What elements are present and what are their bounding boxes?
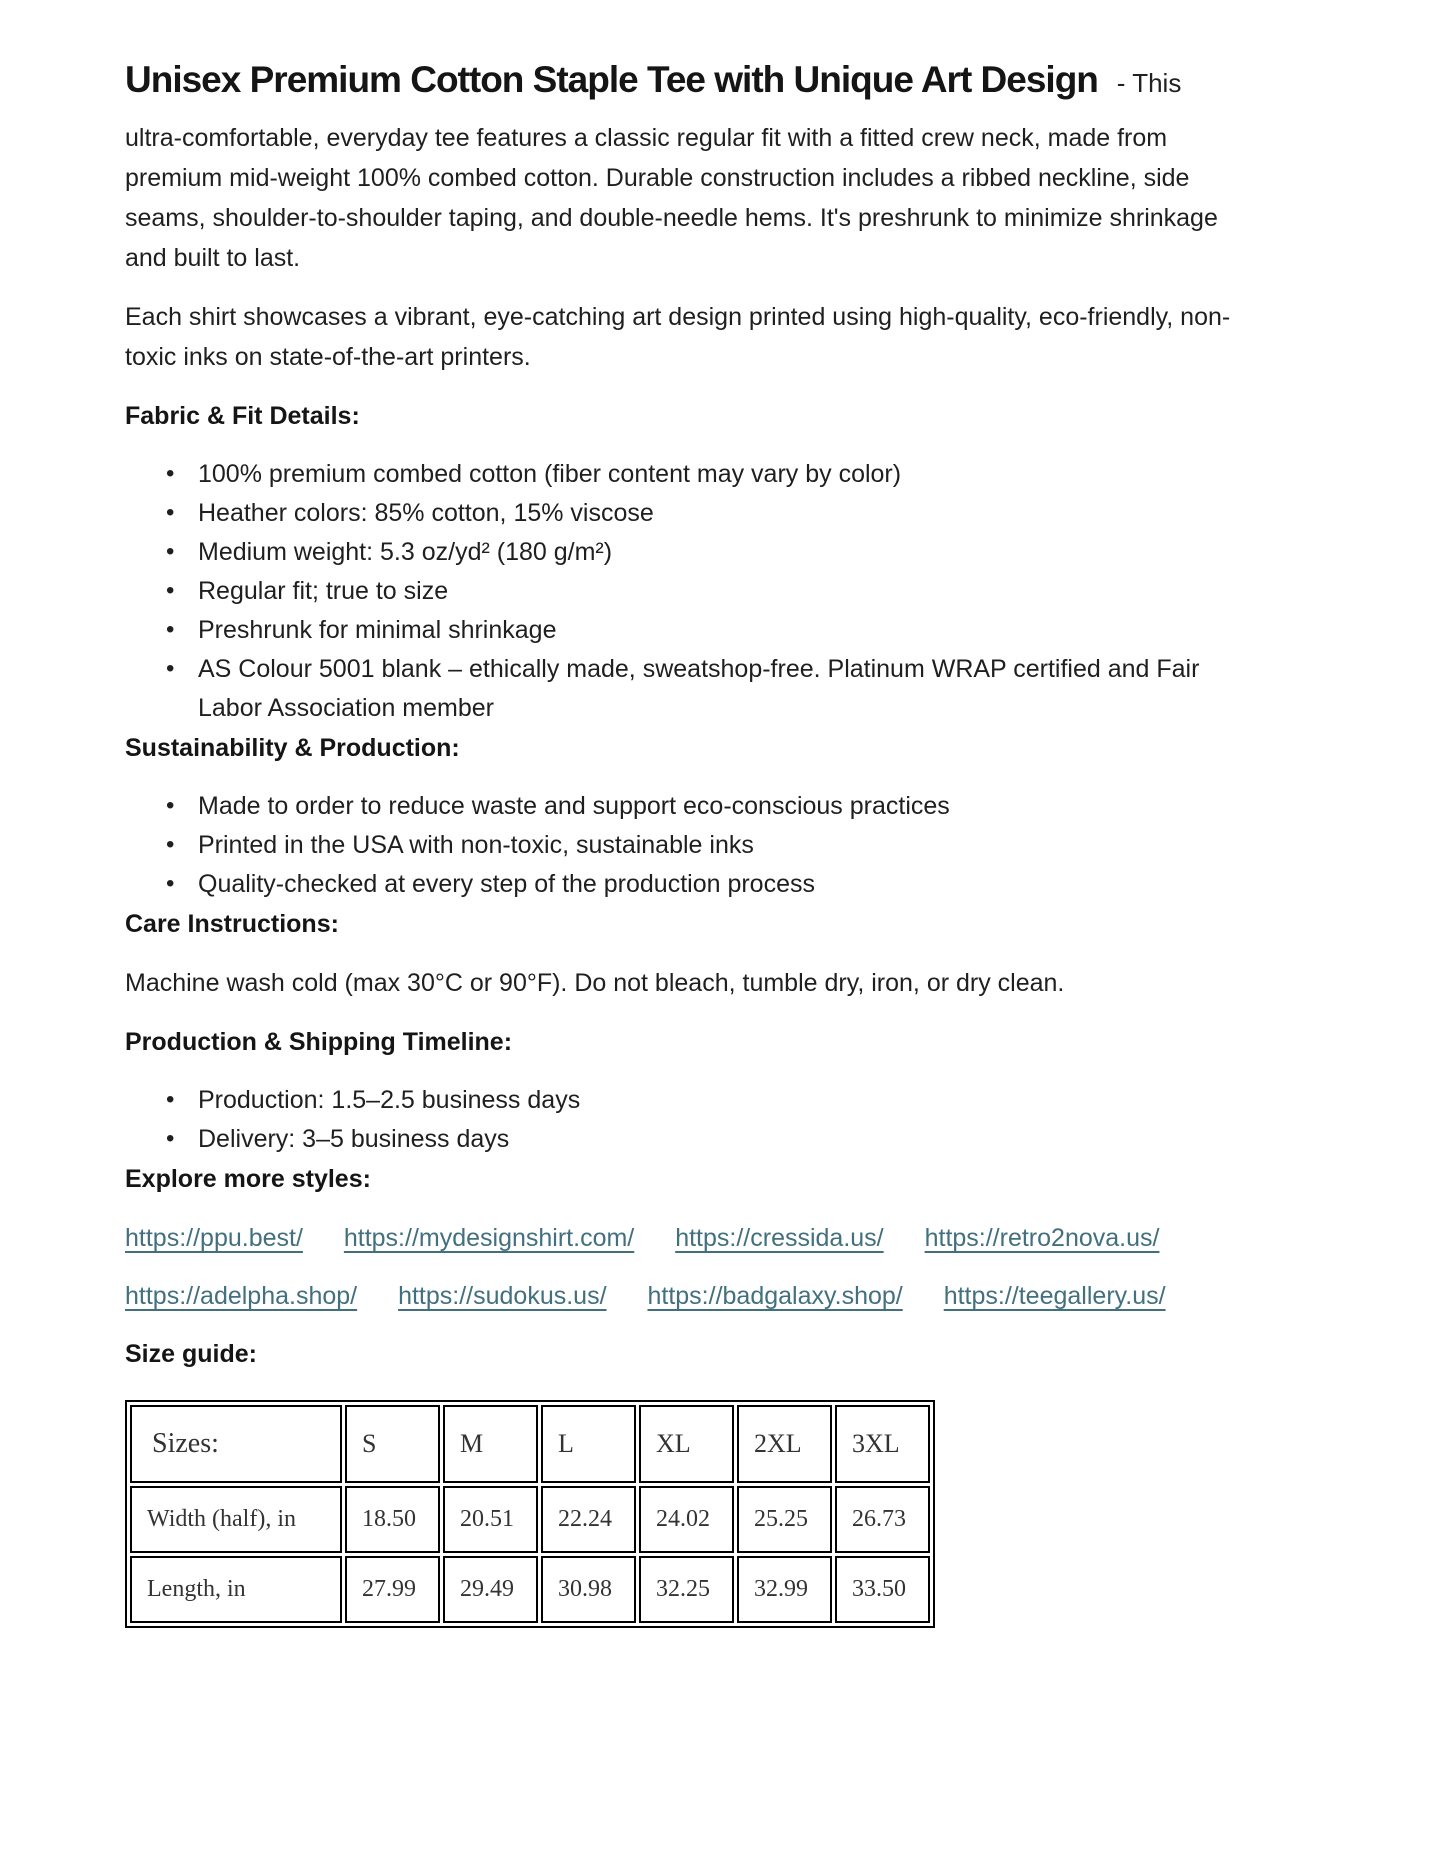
list-item: • Production: 1.5–2.5 business days bbox=[198, 1081, 1255, 1120]
list-item: • AS Colour 5001 blank – ethically made, sweatshop-free. Platinum WRAP certified and Fair Labor Association member bbox=[198, 650, 1255, 728]
size-table-header-row bbox=[130, 1405, 930, 1483]
table-cell: 32.99 bbox=[737, 1556, 832, 1623]
table-header-cell: 3XL bbox=[835, 1405, 930, 1483]
fabric-fit-list bbox=[125, 455, 1255, 728]
fabric-fit-heading: Fabric & Fit Details: bbox=[125, 402, 360, 431]
link-teegallery[interactable]: https://teegallery.us/ bbox=[943, 1282, 1166, 1311]
table-cell: 29.49 bbox=[443, 1556, 538, 1623]
list-item: • Medium weight: 5.3 oz/yd² (180 g/m²) bbox=[198, 533, 1255, 572]
list-item: • Quality-checked at every step of the production process bbox=[198, 865, 1255, 904]
list-item: • Printed in the USA with non-toxic, sustainable inks bbox=[198, 826, 1255, 865]
link-cressida[interactable]: https://cressida.us/ bbox=[675, 1224, 884, 1253]
links-row-2 bbox=[125, 1276, 1255, 1316]
list-item: • Heather colors: 85% cotton, 15% viscose bbox=[198, 494, 1255, 533]
table-row bbox=[130, 1556, 930, 1623]
list-item: • 100% premium combed cotton (fiber content may vary by color) bbox=[198, 455, 1255, 494]
table-header-cell: M bbox=[443, 1405, 538, 1483]
sustainability-heading: Sustainability & Production: bbox=[125, 734, 460, 763]
table-cell: 32.25 bbox=[639, 1556, 734, 1623]
link-mydesignshirt[interactable]: https://mydesignshirt.com/ bbox=[343, 1224, 635, 1253]
link-badgalaxy[interactable]: https://badgalaxy.shop/ bbox=[647, 1282, 903, 1311]
intro-paragraph: ultra-comfortable, everyday tee features a classic regular fit with a fitted crew neck, made from premium mid-weight 100% combed cotton. Durable construction includes a ribbed neckline, side seams, shoulder-to-shoulder taping, and double-needle hems. It's preshrunk to minimize shrinkage and built to last. bbox=[125, 124, 1218, 273]
print-design-paragraph: Each shirt showcases a vibrant, eye-catching art design printed using high-quality, eco-friendly, non-toxic inks on state-of-the-art printers. bbox=[125, 303, 1231, 372]
document-content bbox=[125, 58, 1255, 1628]
table-header-cell: XL bbox=[639, 1405, 734, 1483]
page-title bbox=[125, 58, 1255, 102]
sustainability-list bbox=[125, 787, 1255, 904]
size-guide-table bbox=[125, 1400, 935, 1628]
timeline-list bbox=[125, 1081, 1255, 1159]
list-item: • Delivery: 3–5 business days bbox=[198, 1120, 1255, 1159]
table-cell: 30.98 bbox=[541, 1556, 636, 1623]
table-row bbox=[130, 1486, 930, 1553]
table-header-cell: S bbox=[345, 1405, 440, 1483]
table-header-cell: 2XL bbox=[737, 1405, 832, 1483]
table-header-cell: L bbox=[541, 1405, 636, 1483]
table-cell: 20.51 bbox=[443, 1486, 538, 1553]
list-item: • Regular fit; true to size bbox=[198, 572, 1255, 611]
link-sudokus[interactable]: https://sudokus.us/ bbox=[398, 1282, 607, 1311]
table-header-cell: Sizes: bbox=[130, 1405, 342, 1483]
table-cell: 33.50 bbox=[835, 1556, 930, 1623]
explore-heading: Explore more styles: bbox=[125, 1165, 371, 1194]
list-item: • Preshrunk for minimal shrinkage bbox=[198, 611, 1255, 650]
product-title: Unisex Premium Cotton Staple Tee with Unique Art Design bbox=[125, 59, 1098, 100]
link-ppu-best[interactable]: https://ppu.best/ bbox=[125, 1224, 303, 1253]
row-label-cell: Width (half), in bbox=[130, 1486, 342, 1553]
table-cell: 27.99 bbox=[345, 1556, 440, 1623]
list-item: • Made to order to reduce waste and support eco-conscious practices bbox=[198, 787, 1255, 826]
table-cell: 24.02 bbox=[639, 1486, 734, 1553]
table-cell: 18.50 bbox=[345, 1486, 440, 1553]
link-adelpha[interactable]: https://adelpha.shop/ bbox=[125, 1282, 358, 1311]
care-instructions-heading: Care Instructions: bbox=[125, 910, 339, 939]
links-row-1 bbox=[125, 1218, 1255, 1258]
row-label-cell: Length, in bbox=[130, 1556, 342, 1623]
table-cell: 25.25 bbox=[737, 1486, 832, 1553]
timeline-heading: Production & Shipping Timeline: bbox=[125, 1028, 513, 1057]
title-suffix: - This bbox=[1116, 68, 1182, 98]
table-cell: 26.73 bbox=[835, 1486, 930, 1553]
link-retro2nova[interactable]: https://retro2nova.us/ bbox=[924, 1224, 1160, 1253]
size-guide-heading: Size guide: bbox=[125, 1340, 257, 1369]
care-instructions-text: Machine wash cold (max 30°C or 90°F). Do not bleach, tumble dry, iron, or dry clean. bbox=[125, 969, 1065, 998]
table-cell: 22.24 bbox=[541, 1486, 636, 1553]
